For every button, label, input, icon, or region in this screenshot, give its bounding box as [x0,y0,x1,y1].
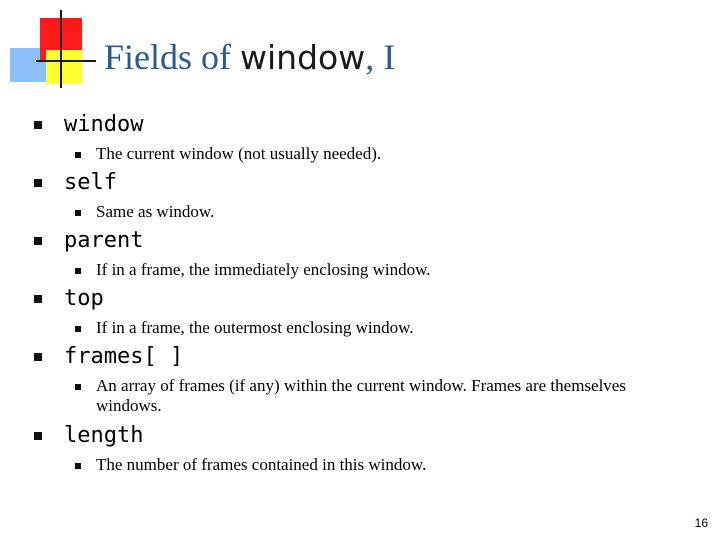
item-description: The current window (not usually needed). [96,144,382,163]
sub-bullet-square-icon [75,268,81,274]
item-description: An array of frames (if any) within the current window. Frames are themselves windows. [96,376,626,415]
sub-bullet-square-icon [75,210,81,216]
item-keyword: length [64,423,144,448]
item-description: If in a frame, the outermost enclosing window. [96,318,414,337]
logo-horizontal-line [36,60,96,62]
sub-bullet-square-icon [75,152,81,158]
bullet-square-icon [34,353,42,361]
title-suffix: , I [365,37,396,77]
item-description: Same as window. [96,202,215,221]
title-code: window [240,38,366,77]
item-keyword: top [64,286,104,311]
logo-vertical-line [60,10,62,88]
bullet-square-icon [34,121,42,129]
page-number: 16 [694,516,708,530]
bullet-square-icon [34,179,42,187]
item-keyword: parent [64,228,144,253]
title-prefix: Fields of [104,37,241,77]
sub-bullet-square-icon [75,384,81,390]
sub-bullet-square-icon [75,326,81,332]
sub-bullet-square-icon [75,463,81,469]
slide-title [104,36,395,78]
bullet-square-icon [34,295,42,303]
item-keyword: frames[ ] [64,344,184,369]
slide-logo [0,0,110,100]
bullet-square-icon [34,237,42,245]
bullet-square-icon [34,432,42,440]
item-description: If in a frame, the immediately enclosing window. [96,260,431,279]
item-keyword: self [64,170,117,195]
logo-yellow-square [46,50,82,84]
item-keyword: window [64,112,144,137]
item-description: The number of frames contained in this window. [96,455,427,474]
